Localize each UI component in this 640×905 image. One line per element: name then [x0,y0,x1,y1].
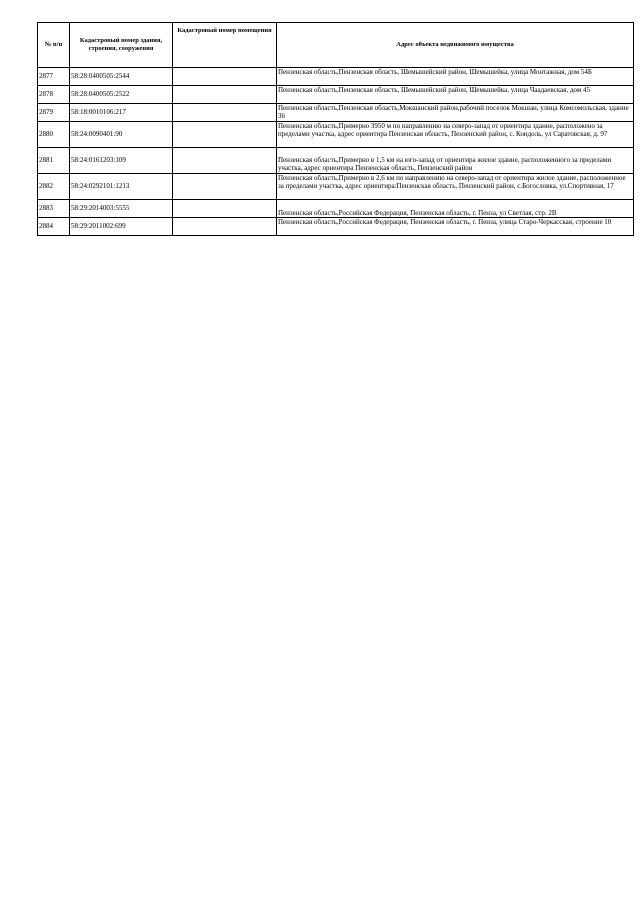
row-address-cell [277,148,634,174]
row-cadastral: 58:28:0400505:2522 [70,86,173,104]
table-row [38,104,634,122]
row-room [173,200,277,218]
table-row [38,148,634,174]
header-address: Адрес объекта недвижимого имущества [277,23,634,68]
row-address-cell [277,174,634,200]
row-room [173,68,277,86]
header-building-cadastral: Кадастровый номер здания, строения, сооружения [70,23,173,68]
row-address: Пензенская область,Пензенская область, Шемышейский район, Шемышейка, улица Чаадаевская, дом 45 [278,86,590,94]
row-address: Пензенская область,Примерно в 2,6 км по направлению на северо-запад от ориентира жилое здание, расположенное за пределами участка, адрес ориентира:Пензенская область, Пензенский район, с.Богословка, ул.Спортивная, 17 [278,174,626,191]
row-num: 2883 [38,200,70,218]
row-address: Пензенская область,Примерно 3950 м по направлению на северо-запад от ориентира здание, расположено за пределами участка, адрес ориентира Пензенская область, Пензенский район, с. Кондоль, ул Саратовская, д. 97 [278,122,608,139]
row-address: Пензенская область,Российская Федерация, Пензенская область, г. Пенза, ул Светлая, стр. 2В [278,208,557,217]
row-cadastral: 58:24:0161203:109 [70,148,173,174]
row-num: 2880 [38,122,70,148]
header-num: № п/п [38,23,70,68]
row-num: 2884 [38,218,70,236]
row-room [173,104,277,122]
row-address: Пензенская область,Пензенская область, Шемышейский район, Шемышейка, улица Монтажная, дом 54Б [278,68,592,76]
row-address: Пензенская область,Пензенская область,Мокшанский район,рабочий поселок Мокшан, улица Комсомольская, здание 36 [278,104,629,121]
row-address-cell [277,200,634,218]
row-cadastral: 58:18:0010106:217 [70,104,173,122]
table-row [38,174,634,200]
row-cadastral: 58:29:2011002:699 [70,218,173,236]
row-cadastral: 58:29:2014003:5555 [70,200,173,218]
row-room [173,122,277,148]
row-address: Пензенская область,Российская Федерация, Пензенская область, г. Пенза, улица Старо-Черкасская, строение 10 [278,218,612,226]
row-room [173,218,277,236]
header-room-cadastral: Кадастровый номер помещения [173,23,277,68]
row-room [173,86,277,104]
table-body [38,68,634,236]
table-row [38,122,634,148]
row-cadastral: 58:28:0400505:2544 [70,68,173,86]
table-row [38,86,634,104]
row-cadastral: 58:24:0090401:90 [70,122,173,148]
row-address-cell [277,104,634,122]
row-cadastral: 58:24:0292101:1213 [70,174,173,200]
row-address-cell [277,218,634,236]
row-room [173,174,277,200]
row-num: 2879 [38,104,70,122]
row-num: 2877 [38,68,70,86]
table-row [38,68,634,86]
property-registry-table [37,22,634,236]
table-row [38,200,634,218]
table-row [38,218,634,236]
document-page [37,22,633,236]
row-address-cell [277,68,634,86]
row-address-cell [277,122,634,148]
row-address-cell [277,86,634,104]
row-num: 2882 [38,174,70,200]
row-address: Пензенская область,Примерно в 1,5 км на юго-запад от ориентира жилое здание, расположенного за пределами участка, адрес ориентира Пензенская область, Пензенский район [278,156,612,173]
row-room [173,148,277,174]
table-header [38,23,634,68]
row-num: 2881 [38,148,70,174]
row-num: 2878 [38,86,70,104]
